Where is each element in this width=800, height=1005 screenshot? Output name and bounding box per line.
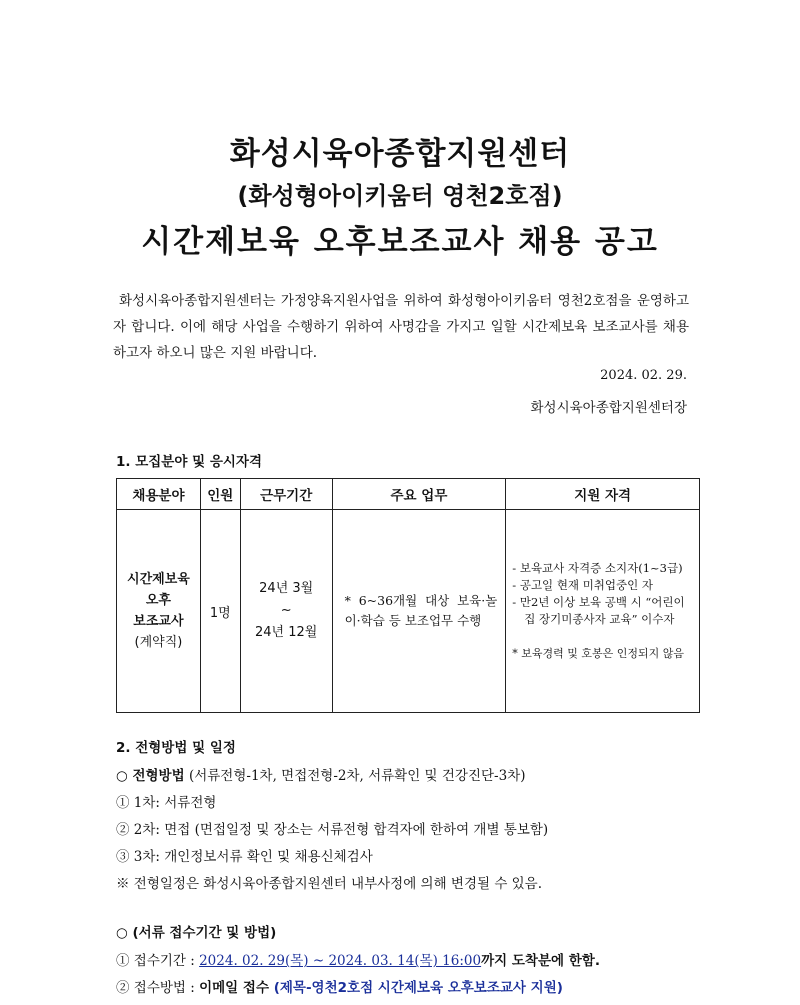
section1-title: 1. 모집분야 및 응시자격 bbox=[116, 454, 262, 470]
organization-title: 화성시육아종합지원센터 bbox=[229, 136, 571, 172]
qualification-item: - 공고일 현재 미취업중인 자 bbox=[512, 578, 654, 592]
cell-qualification bbox=[506, 510, 700, 713]
step-3: ③ 3차: 개인정보서류 확인 및 채용신체검사 bbox=[116, 849, 373, 865]
header-qualification: 지원 자격 bbox=[506, 479, 700, 510]
selection-method-text: (서류전형-1차, 면접전형-2차, 서류확인 및 건강진단-3차) bbox=[184, 768, 526, 784]
application-method-type: 이메일 접수 bbox=[199, 980, 269, 996]
section3-title-text: ○ (서류 접수기간 및 방법) bbox=[116, 925, 277, 941]
notice-title: 시간제보육 오후보조교사 채용 공고 bbox=[141, 224, 659, 260]
step-2: ② 2차: 면접 (면접일정 및 장소는 서류전형 합격자에 한하여 개별 통보함) bbox=[116, 822, 549, 838]
application-period-value: 2024. 02. 29(목) ~ 2024. 03. 14(목) 16:00 bbox=[199, 953, 482, 969]
step-1: ① 1차: 서류전형 bbox=[116, 795, 217, 811]
signature: 화성시육아종합지원센터장 bbox=[530, 400, 687, 416]
header-field: 채용분야 bbox=[117, 479, 201, 510]
header-count: 인원 bbox=[200, 479, 240, 510]
application-period bbox=[116, 949, 600, 969]
cell-count: 1명 bbox=[200, 510, 240, 713]
application-method-label: ② 접수방법 : bbox=[116, 980, 200, 996]
table-row bbox=[117, 510, 700, 713]
qualification-item: - 보육교사 자격증 소지자(1~3급) bbox=[512, 561, 683, 575]
header-period: 근무기간 bbox=[240, 479, 332, 510]
application-method-detail: (제목-영천2호점 시간제보육 오후보조교사 지원) bbox=[269, 980, 563, 996]
notice-date: 2024. 02. 29. bbox=[600, 368, 687, 383]
application-method bbox=[116, 976, 563, 996]
recruitment-table bbox=[116, 478, 700, 713]
field-line: 보조교사 bbox=[133, 614, 184, 629]
period-separator: ~ bbox=[280, 603, 292, 618]
cell-duty: * 6~36개월 대상 보육·놀이·학습 등 보조업무 수행 bbox=[332, 510, 506, 713]
application-period-label: ① 접수기간 : bbox=[116, 953, 200, 969]
qualification-note: * 보육경력 및 호봉은 인정되지 않음 bbox=[512, 647, 685, 660]
field-line: 시간제보육 bbox=[127, 572, 190, 587]
section2-title: 2. 전형방법 및 일정 bbox=[116, 740, 236, 756]
branch-title: (화성형아이키움터 영천2호점) bbox=[237, 182, 563, 210]
selection-method-label: ○ 전형방법 bbox=[116, 768, 185, 784]
table-header-row bbox=[117, 479, 700, 510]
field-contract-type: (계약직) bbox=[134, 635, 183, 650]
header-duty: 주요 업무 bbox=[332, 479, 506, 510]
qualification-item: - 만2년 이상 보육 공백 시 “어린이집 장기미종사자 교육” 이수자 bbox=[512, 595, 685, 626]
section3-title bbox=[116, 921, 276, 941]
intro-paragraph: 화성시육아종합지원센터는 가정양육지원사업을 위하여 화성형아이키움터 영천2호점을 운영하고자 합니다. 이에 해당 사업을 수행하기 위하여 사명감을 가지고 일할 시간제보육 보조교사를 채용하고자 하오니 많은 지원 바랍니다. bbox=[113, 293, 689, 361]
period-end: 24년 12월 bbox=[255, 625, 318, 640]
selection-method bbox=[116, 764, 526, 784]
schedule-note: ※ 전형일정은 화성시육아종합지원센터 내부사정에 의해 변경될 수 있음. bbox=[116, 876, 543, 892]
cell-field bbox=[117, 510, 201, 713]
cell-period bbox=[240, 510, 332, 713]
period-start: 24년 3월 bbox=[259, 581, 314, 596]
field-line: 오후 bbox=[145, 593, 171, 608]
application-period-suffix: 까지 도착분에 한함. bbox=[481, 953, 600, 969]
